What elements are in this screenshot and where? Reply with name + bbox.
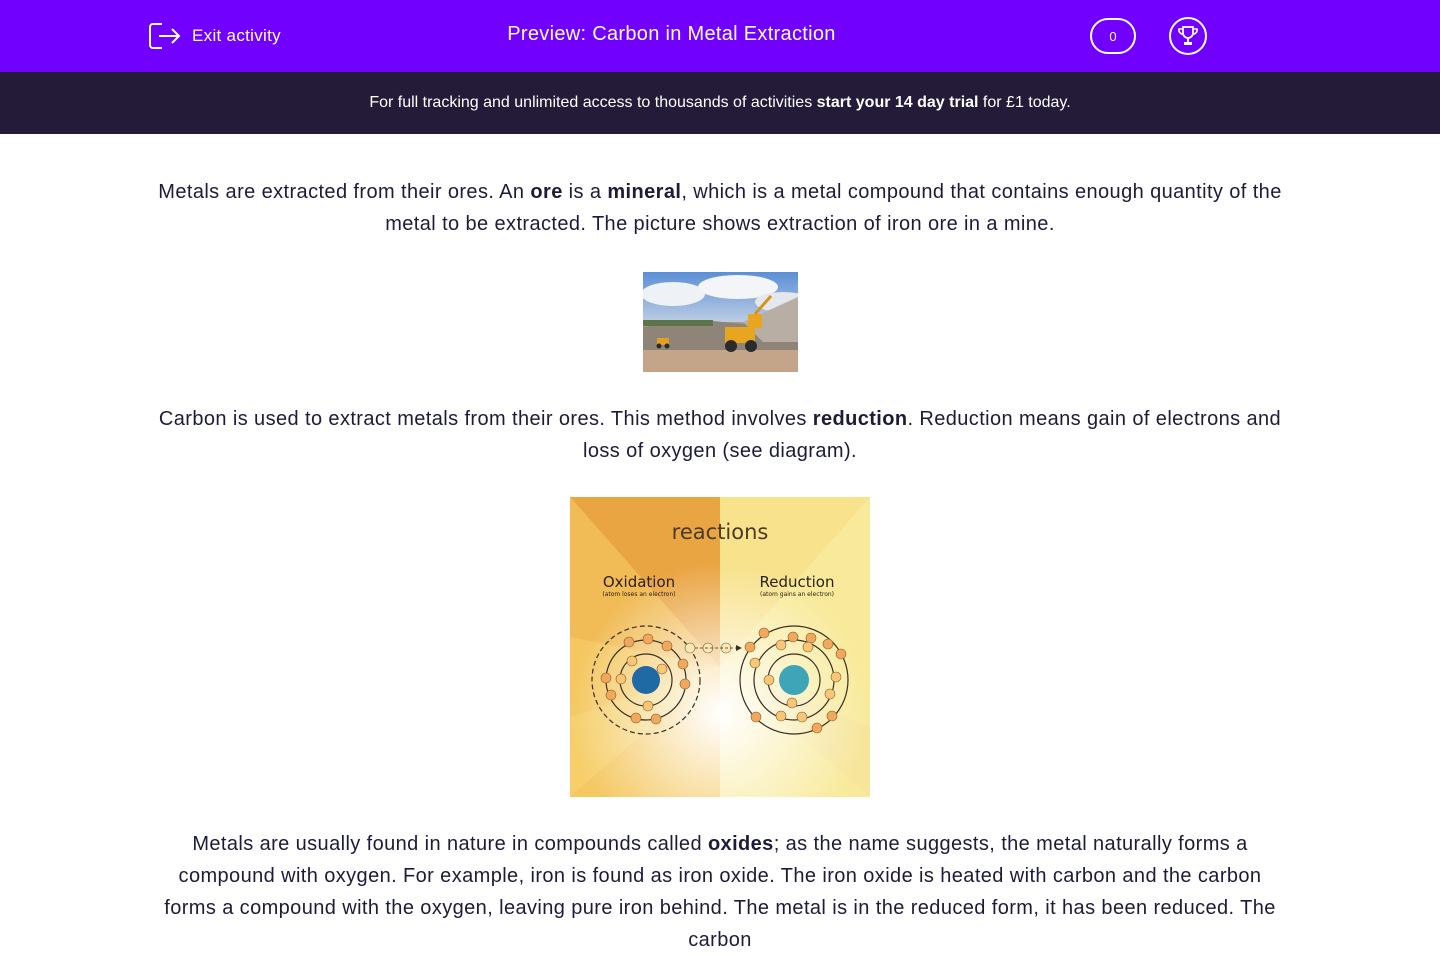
term-ore: ore bbox=[530, 181, 563, 203]
trophy-icon bbox=[1176, 24, 1200, 48]
term-mineral: mineral bbox=[607, 181, 682, 203]
page-title: Preview: Carbon in Metal Extraction bbox=[507, 23, 836, 45]
p2-text-2: . Reduction means gain of electrons and loss of oxygen (see diagram). bbox=[583, 408, 1282, 462]
paragraph-oxides bbox=[150, 828, 1290, 956]
p3-text-1: Metals are usually found in nature in compounds called bbox=[192, 833, 708, 855]
start-trial-link[interactable]: start your 14 day trial bbox=[816, 94, 979, 111]
iron-ore-mine-image bbox=[643, 272, 798, 372]
p3-text-2: ; as the name suggests, the metal naturally forms a compound with oxygen. For example, iron is found as iron oxide. The iron oxide is heated with carbon and the carbon forms a compound with the oxygen, leaving pure iron behind. The metal is in the reduced form, it has been reduced. The carbon bbox=[164, 833, 1276, 951]
score-badge: 0 bbox=[1090, 18, 1136, 54]
trial-banner-suffix: for £1 today. bbox=[978, 94, 1071, 111]
reduction-label: Reduction bbox=[759, 573, 835, 591]
term-oxides: oxides bbox=[707, 833, 774, 855]
paragraph-reduction bbox=[150, 403, 1290, 467]
exit-activity-label: Exit activity bbox=[192, 26, 281, 45]
p1-text-2: is a bbox=[562, 181, 608, 203]
reduction-sublabel: (atom gains an electron) bbox=[759, 591, 835, 598]
diagram-title: reactions bbox=[671, 520, 769, 544]
p1-text-1: Metals are extracted from their ores. An bbox=[158, 181, 531, 203]
p2-text-1: Carbon is used to extract metals from their ores. This method involves bbox=[158, 408, 813, 430]
oxidation-sublabel: (atom loses an electron) bbox=[602, 591, 676, 598]
redox-diagram bbox=[570, 497, 870, 797]
oxidation-label: Oxidation bbox=[602, 573, 676, 591]
p1-text-3: , which is a metal compound that contains enough quantity of the metal to be extracted. The picture shows extraction of iron ore in a mine. bbox=[385, 181, 1282, 235]
term-reduction: reduction bbox=[812, 408, 908, 430]
top-bar bbox=[0, 0, 1440, 72]
trial-banner-text: For full tracking and unlimited access to thousands of activities bbox=[369, 94, 817, 111]
trophy-button[interactable] bbox=[1169, 17, 1207, 55]
trial-banner bbox=[0, 72, 1440, 134]
paragraph-ores bbox=[150, 176, 1290, 240]
